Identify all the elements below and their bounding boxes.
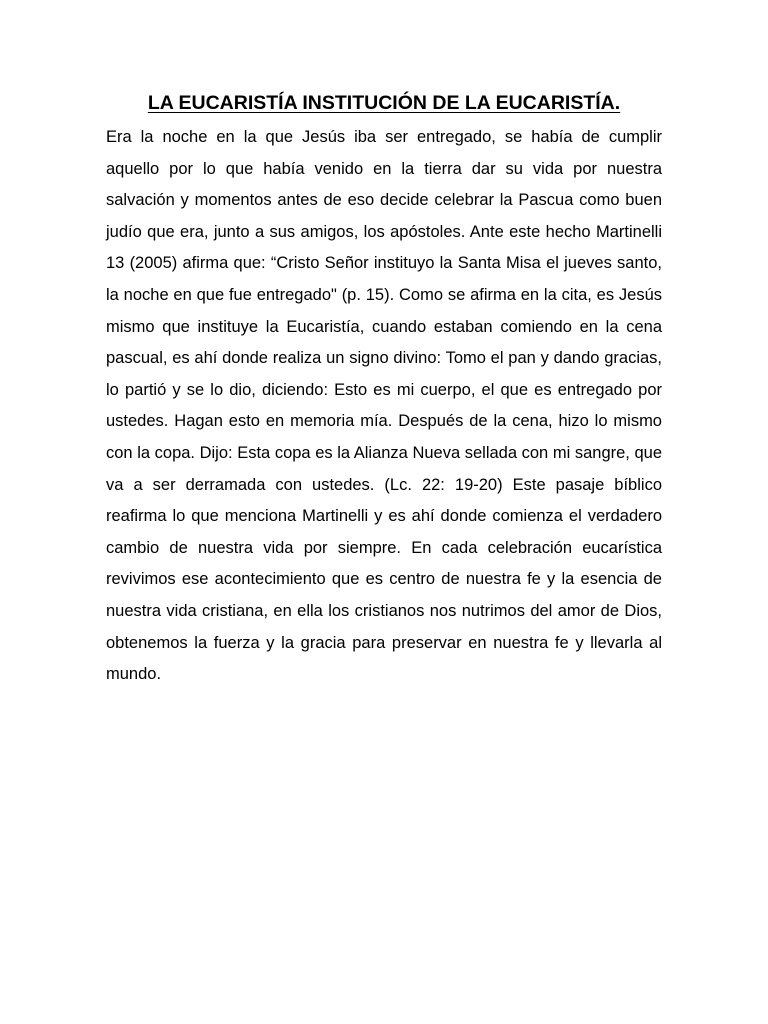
document-title: LA EUCARISTÍA INSTITUCIÓN DE LA EUCARISTÍA. <box>147 92 621 114</box>
document-body-paragraph: Era la noche en la que Jesús iba ser entregado, se había de cumplir aquello por lo que había venido en la tierra dar su vida por nuestra salvación y momentos antes de eso decide celebrar la Pascua como buen judío que era, junto a sus amigos, los apóstoles. Ante este hecho Martinelli 13 (2005) afirma que: “Cristo Señor instituyo la Santa Misa el jueves santo, la noche en que fue entregado" (p. 15). Como se afirma en la cita, es Jesús mismo que instituye la Eucaristía, cuando estaban comiendo en la cena pascual, es ahí donde realiza un signo divino: Tomo el pan y dando gracias, lo partió y se lo dio, diciendo: Esto es mi cuerpo, el que es entregado por ustedes. Hagan esto en memoria mía. Después de la cena, hizo lo mismo con la copa. Dijo: Esta copa es la Alianza Nueva sellada con mi sangre, que va a ser derramada con ustedes. (Lc. 22: 19-20) Este pasaje bíblico reafirma lo que menciona Martinelli y es ahí donde comienza el verdadero cambio de nuestra vida por siempre. En cada celebración eucarística revivimos ese acontecimiento que es centro de nuestra fe y la esencia de nuestra vida cristiana, en ella los cristianos nos nutrimos del amor de Dios, obtenemos la fuerza y la gracia para preservar en nuestra fe y llevarla al mundo. <box>106 128 662 684</box>
